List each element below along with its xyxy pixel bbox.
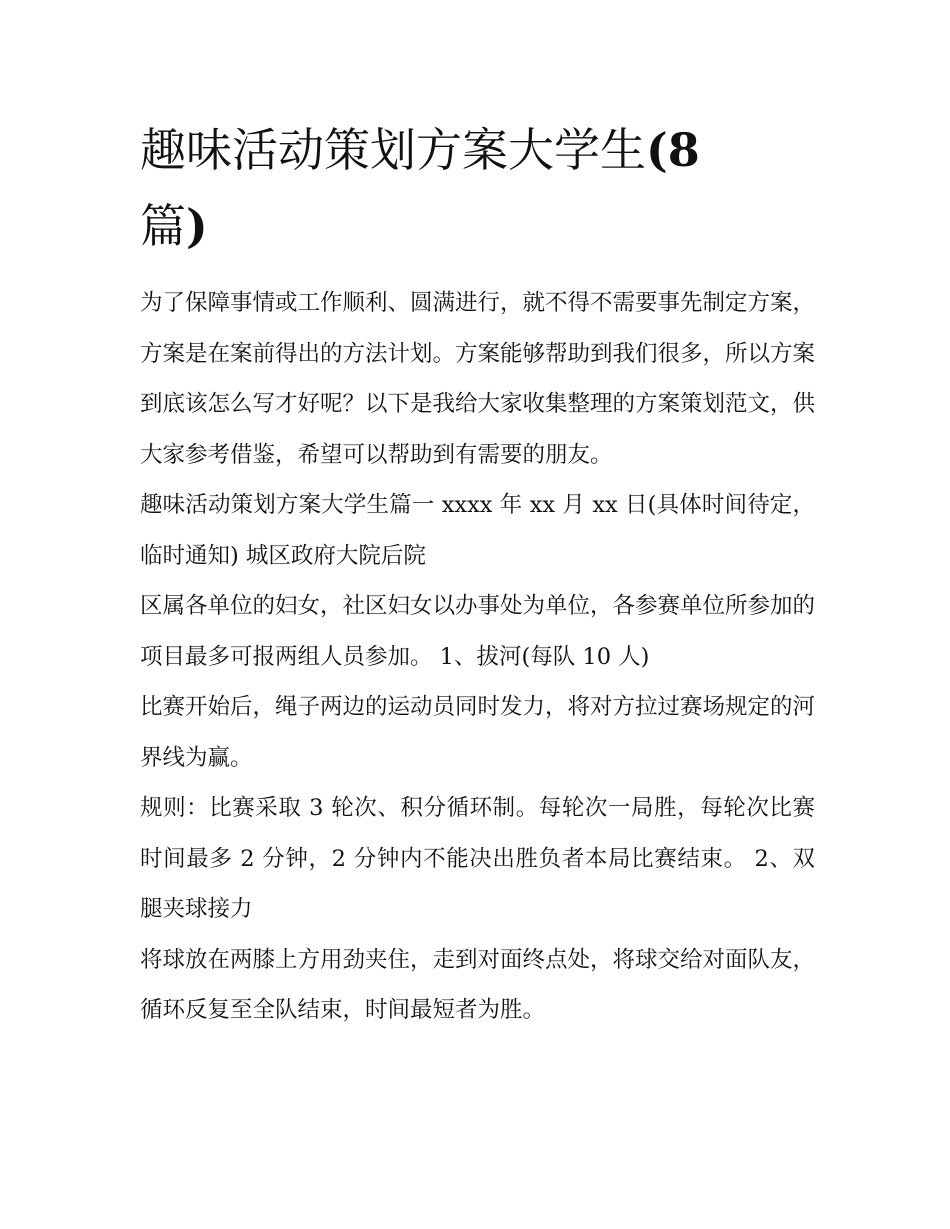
- document-body: [140, 278, 815, 1036]
- paragraph-intro: 为了保障事情或工作顺利、圆满进行，就不得不需要事先制定方案，方案是在案前得出的方法计划。方案能够帮助到我们很多，所以方案到底该怎么写才好呢？以下是我给大家收集整理的方案策划范文，供大家参考借鉴，希望可以帮助到有需要的朋友。: [140, 290, 816, 468]
- title-paren-open: (8: [646, 123, 700, 177]
- paragraph-participants: 区属各单位的妇女，社区妇女以办事处为单位，各参赛单位所参加的项目最多可报两组人员参加。 1、拔河(每队 10 人): [140, 593, 816, 670]
- title-paren-close: ): [186, 199, 208, 253]
- paragraph-section-one: 趣味活动策划方案大学生篇一 xxxx 年 xx 月 xx 日(具体时间待定，临时通知) 城区政府大院后院: [140, 492, 815, 569]
- page-title: [140, 112, 780, 264]
- title-line2-char: 篇: [140, 199, 186, 253]
- paragraph-rules: 规则：比赛采取 3 轮次、积分循环制。每轮次一局胜，每轮次比赛时间最多 2 分钟，2 分钟内不能决出胜负者本局比赛结束。 2、双腿夹球接力: [140, 795, 815, 922]
- title-main-text: 趣味活动策划方案大学生: [140, 123, 646, 177]
- paragraph-ball-relay: 将球放在两膝上方用劲夹住，走到对面终点处，将球交给对面队友，循环反复至全队结束，时间最短者为胜。: [140, 946, 816, 1023]
- paragraph-tug-of-war: 比赛开始后，绳子两边的运动员同时发力，将对方拉过赛场规定的河界线为赢。: [140, 694, 816, 771]
